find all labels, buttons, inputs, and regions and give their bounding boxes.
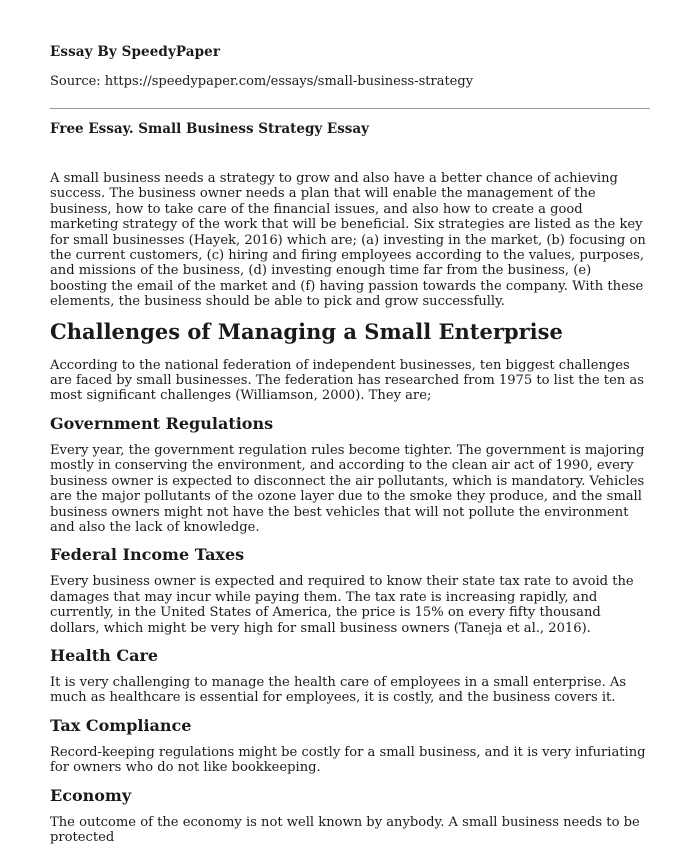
subheading-government-regulations: Government Regulations	[50, 413, 274, 433]
section-intro-paragraph: According to the national federation of independent businesses, ten biggest challenges are faced by small businesses. The federation has researched from 1975 to list the ten as most significant challenges (Williamson, 2000). They are;	[50, 357, 644, 404]
subheading-health-care: Health Care	[50, 645, 159, 665]
source-line: Source: https://speedypaper.com/essays/small-business-strategy	[50, 74, 474, 89]
divider	[50, 108, 650, 109]
essay-title: Free Essay. Small Business Strategy Essay	[50, 121, 370, 137]
byline: Essay By SpeedyPaper	[50, 44, 221, 60]
paragraph-federal-income-taxes: Every business owner is expected and required to know their state tax rate to avoid the damages that may incur while paying them. The tax rate is increasing rapidly, and currently, in the United States of America, the price is 15% on every fifty thousand dollars, which might be very high for small business owners (Taneja et al., 2016).	[50, 574, 634, 636]
intro-paragraph: A small business needs a strategy to grow and also have a better chance of achieving success. The business owner needs a plan that will enable the management of the business, how to take care of the financial issues, and also how to create a good marketing strategy of the work that will be beneficial. Six strategies are listed as the key for small businesses (Hayek, 2016) which are; (a) investing in the market, (b) focusing on the current customers, (c) hiring and firing employees according to the values, purposes, and missions of the business, (d) investing enough time far from the business, (e) boosting the email of the market and (f) having passion towards the company. With these elements, the business should be able to pick and grow successfully.	[50, 171, 646, 310]
paragraph-government-regulations: Every year, the government regulation rules become tighter. The government is majoring mostly in conserving the environment, and according to the clean air act of 1990, every business owner is expected to disconnect the air pollutants, which is mandatory. Vehicles are the major pollutants of the ozone layer due to the smoke they produce, and the small business owners might not have the best vehicles that will not pollute the environment and also the lack of knowledge.	[50, 442, 645, 535]
paragraph-tax-compliance: Record-keeping regulations might be costly for a small business, and it is very infuriating for owners who do not like bookkeeping.	[50, 744, 646, 776]
subheading-tax-compliance: Tax Compliance	[50, 715, 192, 735]
paragraph-health-care: It is very challenging to manage the health care of employees in a small enterprise. As much as healthcare is essential for employees, it is costly, and the business covers it.	[50, 674, 627, 706]
subheading-economy: Economy	[50, 785, 132, 805]
section-heading: Challenges of Managing a Small Enterprise	[50, 318, 563, 344]
essay-body	[50, 171, 646, 855]
paragraph-economy: The outcome of the economy is not well known by anybody. A small business needs to be protected	[50, 814, 640, 845]
subheading-federal-income-taxes: Federal Income Taxes	[50, 545, 245, 565]
